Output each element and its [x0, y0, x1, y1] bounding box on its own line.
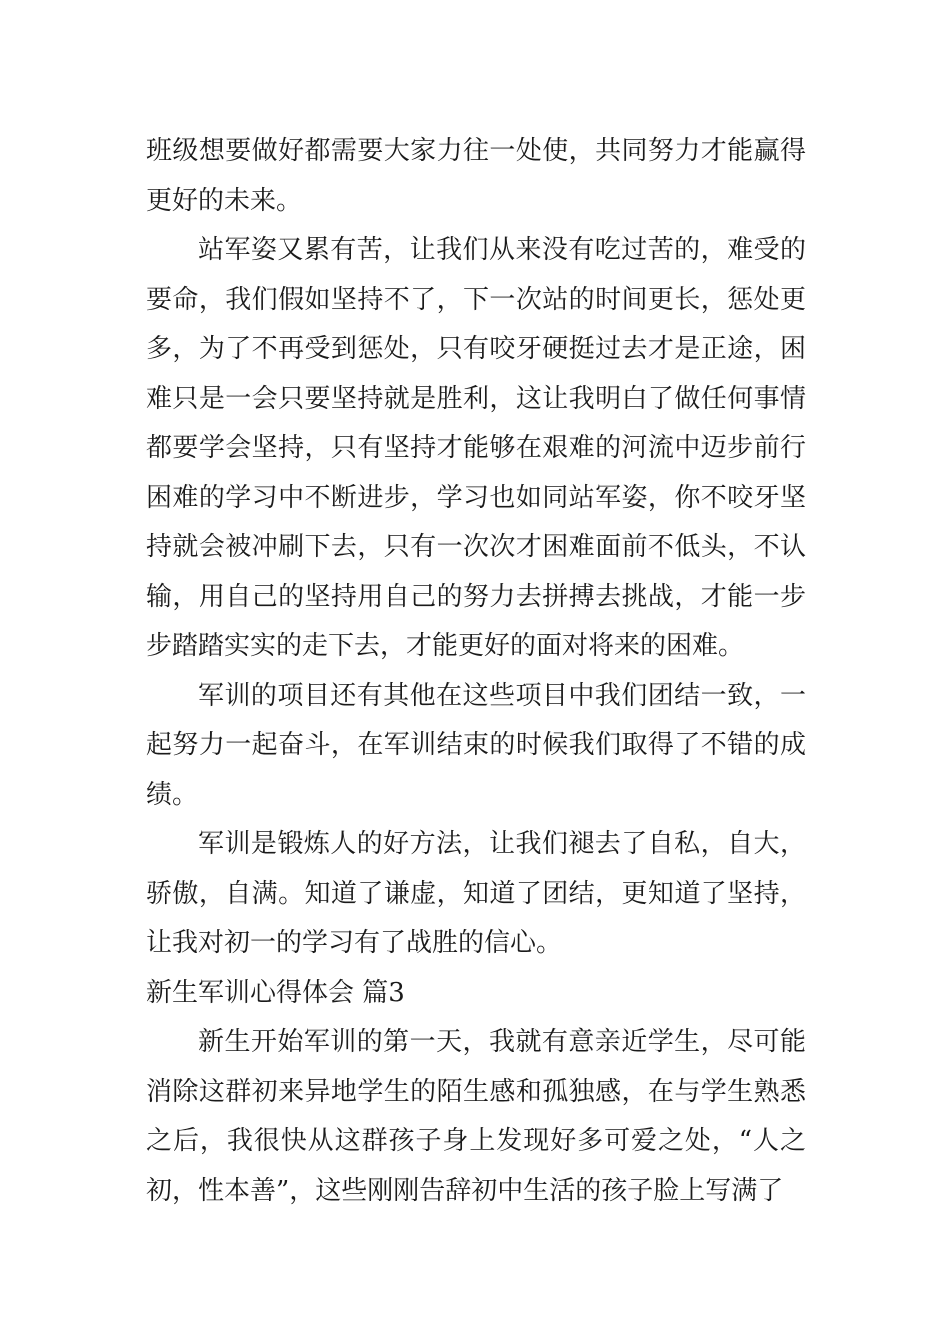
paragraph-3: 军训的项目还有其他在这些项目中我们团结一致，一起努力一起奋斗，在军训结束的时候我们取得了不错的成绩。: [146, 680, 806, 810]
paragraph-2: 站军姿又累有苦，让我们从来没有吃过苦的，难受的要命，我们假如坚持不了，下一次站的时间更长，惩处更多，为了不再受到惩处，只有咬牙硬挺过去才是正途，困难只是一会只要坚持就是胜利，这让我明白了做任何事情都要学会坚持，只有坚持才能够在艰难的河流中迈步前行困难的学习中不断进步，学习也如同站军姿，你不咬牙坚持就会被冲刷下去，只有一次次才困难面前不低头，不认输，用自己的坚持用自己的努力去拼搏去挑战，才能一步步踏踏实实的走下去，才能更好的面对将来的困难。: [146, 235, 806, 661]
paragraph-1: 班级想要做好都需要大家力往一处使，共同努力才能赢得更好的未来。: [146, 136, 806, 216]
paragraph-4: 军训是锻炼人的好方法，让我们褪去了自私，自大，骄傲，自满。知道了谦虚，知道了团结，更知道了坚持，让我对初一的学习有了战胜的信心。: [146, 829, 806, 958]
paragraph-5: 新生开始军训的第一天，我就有意亲近学生，尽可能消除这群初来异地学生的陌生感和孤独感，在与学生熟悉之后，我很快从这群孩子身上发现好多可爱之处，“人之初，性本善”，这些刚刚告辞初中生活的孩子脸上写满了: [146, 1027, 806, 1206]
section-heading: 新生军训心得体会 篇3: [146, 977, 405, 1008]
document-body: [146, 127, 806, 1216]
